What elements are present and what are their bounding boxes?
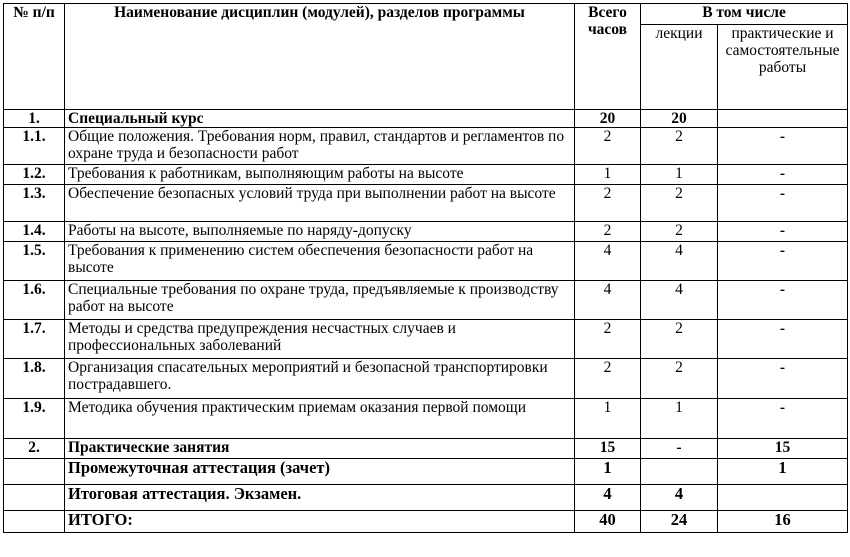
- row-practical: 1: [718, 459, 848, 485]
- row-num: 1.9.: [4, 399, 65, 439]
- row-practical: -: [718, 128, 848, 165]
- row-lectures: 2: [641, 128, 718, 165]
- row-name: Требования к работникам, выполняющим работы на высоте: [65, 165, 575, 185]
- row-practical: [718, 485, 848, 511]
- row-num: [4, 459, 65, 485]
- row-practical: -: [718, 165, 848, 185]
- row-lectures: 1: [641, 165, 718, 185]
- row-name: Методы и средства предупреждения несчастных случаев и профессиональных заболеваний: [65, 320, 575, 359]
- row-total: 40: [575, 511, 641, 533]
- header-including: В том числе: [641, 4, 848, 25]
- row-name: Практические занятия: [65, 439, 575, 459]
- table-row: [4, 359, 848, 399]
- row-num: [4, 485, 65, 511]
- header-practical: практические и самостоятельные работы: [718, 25, 848, 110]
- row-total: 1: [575, 399, 641, 439]
- row-name: Общие положения. Требования норм, правил, стандартов и регламентов по охране труда и безопасности работ: [65, 128, 575, 165]
- table-row: [4, 242, 848, 281]
- row-total: 4: [575, 281, 641, 320]
- table-row: [4, 485, 848, 511]
- row-total: 2: [575, 359, 641, 399]
- row-num: 1.1.: [4, 128, 65, 165]
- row-num: 2.: [4, 439, 65, 459]
- table-row: [4, 399, 848, 439]
- row-lectures: 2: [641, 222, 718, 242]
- table-row: [4, 281, 848, 320]
- row-name: Специальный курс: [65, 110, 575, 128]
- row-total: 20: [575, 110, 641, 128]
- table-row: [4, 320, 848, 359]
- row-num: 1.4.: [4, 222, 65, 242]
- row-name: ИТОГО:: [65, 511, 575, 533]
- row-name: Требования к применению систем обеспечения безопасности работ на высоте: [65, 242, 575, 281]
- row-num: [4, 511, 65, 533]
- table-row: [4, 459, 848, 485]
- row-lectures: 2: [641, 185, 718, 222]
- table-row: [4, 110, 848, 128]
- row-total: 2: [575, 128, 641, 165]
- row-total: 2: [575, 185, 641, 222]
- row-lectures: [641, 459, 718, 485]
- header-name: Наименование дисциплин (модулей), разделов программы: [65, 4, 575, 110]
- row-lectures: 1: [641, 399, 718, 439]
- row-lectures: -: [641, 439, 718, 459]
- header-num: № п/п: [4, 4, 65, 110]
- row-name: Промежуточная аттестация (зачет): [65, 459, 575, 485]
- row-practical: -: [718, 185, 848, 222]
- row-practical: [718, 110, 848, 128]
- row-lectures: 4: [641, 242, 718, 281]
- row-name: Специальные требования по охране труда, предъявляемые к производству работ на высоте: [65, 281, 575, 320]
- table-row: [4, 185, 848, 222]
- row-total: 4: [575, 485, 641, 511]
- row-lectures: 4: [641, 485, 718, 511]
- header-total: Всего часов: [575, 4, 641, 110]
- row-total: 1: [575, 165, 641, 185]
- table-row: [4, 222, 848, 242]
- table-row: [4, 511, 848, 533]
- row-num: 1.8.: [4, 359, 65, 399]
- row-name: Итоговая аттестация. Экзамен.: [65, 485, 575, 511]
- row-num: 1.5.: [4, 242, 65, 281]
- row-total: 4: [575, 242, 641, 281]
- row-name: Методика обучения практическим приемам оказания первой помощи: [65, 399, 575, 439]
- row-practical: 15: [718, 439, 848, 459]
- row-lectures: 2: [641, 359, 718, 399]
- table-row: [4, 128, 848, 165]
- row-practical: -: [718, 399, 848, 439]
- row-total: 1: [575, 459, 641, 485]
- row-total: 2: [575, 320, 641, 359]
- row-total: 2: [575, 222, 641, 242]
- row-practical: 16: [718, 511, 848, 533]
- row-num: 1.: [4, 110, 65, 128]
- row-num: 1.6.: [4, 281, 65, 320]
- row-lectures: 20: [641, 110, 718, 128]
- table-row: [4, 439, 848, 459]
- row-lectures: 4: [641, 281, 718, 320]
- row-name: Организация спасательных мероприятий и безопасной транспортировки пострадавшего.: [65, 359, 575, 399]
- row-num: 1.7.: [4, 320, 65, 359]
- row-practical: -: [718, 242, 848, 281]
- row-total: 15: [575, 439, 641, 459]
- row-practical: -: [718, 281, 848, 320]
- header-lectures: лекции: [641, 25, 718, 110]
- row-practical: -: [718, 359, 848, 399]
- row-lectures: 24: [641, 511, 718, 533]
- row-practical: -: [718, 222, 848, 242]
- row-practical: -: [718, 320, 848, 359]
- row-num: 1.2.: [4, 165, 65, 185]
- row-num: 1.3.: [4, 185, 65, 222]
- row-name: Обеспечение безопасных условий труда при выполнении работ на высоте: [65, 185, 575, 222]
- row-lectures: 2: [641, 320, 718, 359]
- row-name: Работы на высоте, выполняемые по наряду-допуску: [65, 222, 575, 242]
- table-row: [4, 165, 848, 185]
- curriculum-table: [3, 3, 848, 533]
